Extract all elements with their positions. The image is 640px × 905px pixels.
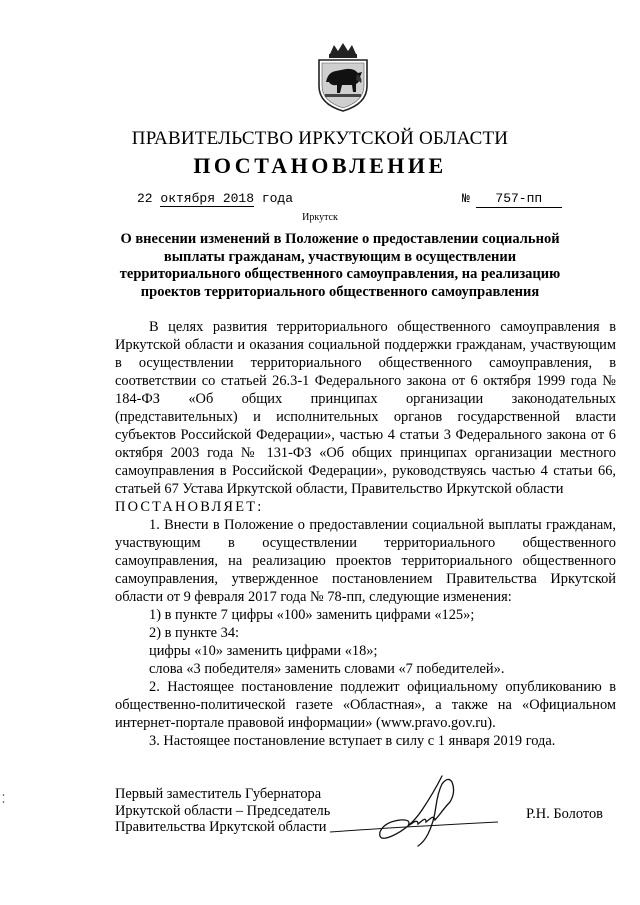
preamble-paragraph: В целях развития территориального общественного самоуправления в Иркутской области и оказания социальной поддержки гражданам, участвующим в осуществлении территориального общественного самоуправления, в соответствии со статьей 26.3-1 Федерального закона от 6 октября 1999 года № 184-ФЗ «Об общих принципах организации законодательных (представительных) и исполнительных органов государственной власти субъектов Российской Федерации», частью 4 статьи 3 Федерального закона от 6 октября 2003 года № 131-ФЗ «Об общих принципах организации местного самоуправления в Российской Федерации», руководствуясь частью 4 статьи 66, статьей 67 Устава Иркутской области, Правительство Иркутской области: [115, 319, 616, 497]
city: Иркутск: [302, 212, 338, 223]
coat-of-arms-icon: [316, 42, 370, 112]
date-suffix: года: [254, 191, 294, 206]
position-line-2: Иркутской области – Председатель: [115, 802, 331, 819]
number-label: №: [462, 191, 470, 206]
document-date: [137, 191, 293, 207]
signatory-name: Р.Н. Болотов: [526, 806, 603, 822]
resolves-heading: ПОСТАНОВЛЯЕТ:: [115, 499, 264, 515]
date-day: 22: [137, 191, 161, 206]
item-1-paragraph: 1. Внести в Положение о предоставлении социальной выплаты гражданам, участвующим в осуществлении территориального общественного самоуправления, на реализацию проектов территориального общественного самоуправления, утвержденное постановлением Правительства Иркутской области от 9 февраля 2017 года № 78-пп, следующие изменения:: [115, 517, 616, 605]
item-1-2: 2) в пункте 34:: [149, 625, 240, 641]
item-1-2b: слова «3 победителя» заменить словами «7 победителей».: [149, 661, 505, 677]
margin-mark: [2, 792, 5, 806]
handwritten-signature: [322, 772, 502, 852]
position-line-1: Первый заместитель Губернатора: [115, 786, 322, 802]
document-type: ПОСТАНОВЛЕНИЕ: [193, 153, 447, 178]
position-line-3: Правительства Иркутской области: [115, 819, 327, 835]
document-number: [462, 191, 562, 208]
date-month-year: октября 2018: [160, 191, 255, 206]
item-3-paragraph: 3. Настоящее постановление вступает в силу с 1 января 2019 года.: [149, 733, 556, 749]
document-title: О внесении изменений в Положение о предоставлении социальной выплаты гражданам, участвующим в осуществлении территориального общественного самоуправления, на реализацию проектов территориального общественного самоуправления: [119, 231, 561, 300]
number-value: 757-пп: [476, 191, 562, 208]
government-name: ПРАВИТЕЛЬСТВО ИРКУТСКОЙ ОБЛАСТИ: [131, 128, 509, 149]
item-1-2a: цифры «10» заменить цифрами «18»;: [149, 643, 378, 659]
item-2-paragraph: 2. Настоящее постановление подлежит официальному опубликованию в общественно-политической газете «Областная», а также на «Официальном интернет-портале правовой информации» (www.pravo.gov.ru).: [115, 679, 616, 731]
signatory-position: [115, 786, 330, 836]
document-body: [115, 318, 616, 750]
item-1-1: 1) в пункте 7 цифры «100» заменить цифрами «125»;: [149, 607, 475, 623]
